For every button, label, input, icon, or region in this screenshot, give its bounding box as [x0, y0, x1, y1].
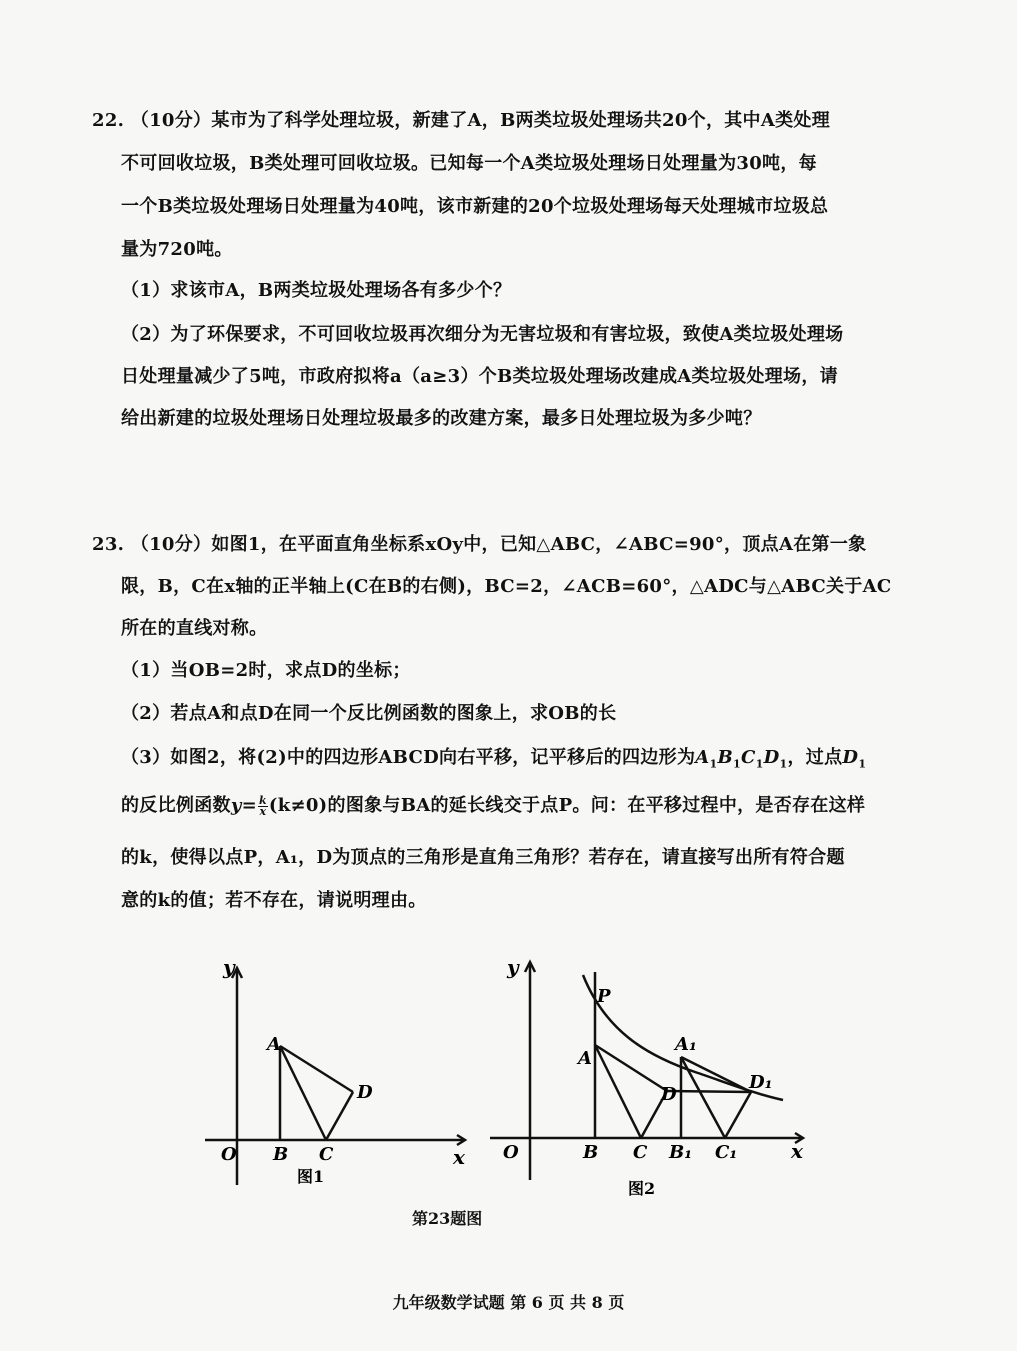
fig2-label-y: y	[507, 955, 519, 979]
q22-line-1: 22. （10分）某市为了科学处理垃圾，新建了A，B两类垃圾处理场共20个，其中A类处理	[92, 110, 831, 131]
q22-part-2-line-3: 给出新建的垃圾处理场日处理垃圾最多的改建方案，最多日处理垃圾为多少吨？	[121, 408, 762, 429]
fig2-label-c: C	[633, 1142, 648, 1163]
fig1-label-a: A	[267, 1034, 281, 1055]
fig1-label-b: B	[273, 1144, 289, 1165]
q23-line-1: 23. （10分）如图1，在平面直角坐标系xOy中，已知△ABC，∠ABC=90°，顶点A在第一象	[92, 534, 867, 555]
q22-part-1: （1）求该市A，B两类垃圾处理场各有多少个？	[121, 280, 512, 301]
sub-1b: 1	[733, 757, 741, 771]
fig2-label-p: P	[597, 986, 611, 1007]
q23-part-3-line-3: 的k，使得以点P，A₁，D为顶点的三角形是直角三角形？若存在，请直接写出所有符合题	[121, 847, 845, 868]
q22-line-4: 量为720吨。	[121, 239, 233, 260]
label-d1-b: D	[842, 747, 859, 768]
figure-2	[485, 950, 815, 1200]
q23-part-3-text-line2-a: 的反比例函数	[121, 795, 231, 816]
fig1-label-c: C	[319, 1144, 334, 1165]
q23-part-3-text-line2-b: 的图象与BA的延长线交于点P。问：在平移过程中，是否存在这样	[327, 795, 866, 816]
function-condition: (k≠0)	[268, 795, 328, 816]
page-footer: 九年级数学试题 第 6 页 共 8 页	[392, 1293, 625, 1312]
q23-part-2: （2）若点A和点D在同一个反比例函数的图象上，求OB的长	[121, 703, 617, 724]
fig2-segment-dd1	[667, 1091, 751, 1092]
figure-caption: 第23题图	[412, 1209, 483, 1228]
q22-line-3: 一个B类垃圾处理场日处理量为40吨，该市新建的20个垃圾处理场每天处理城市垃圾总	[121, 196, 829, 217]
label-c1: C	[741, 747, 756, 768]
fig2-label-c1: C₁	[715, 1142, 738, 1163]
sub-1a: 1	[709, 757, 718, 771]
fig2-label-d: D	[661, 1084, 677, 1105]
sub-1e: 1	[858, 757, 867, 771]
function-y: y=	[230, 795, 257, 816]
q23-line-2: 限，B，C在x轴的正半轴上(C在B的右侧)，BC=2，∠ACB=60°，△ADC与△ABC关于AC	[121, 576, 892, 597]
figure-1	[195, 950, 485, 1190]
label-d1: D	[763, 747, 780, 768]
fig2-segment-d1c1	[725, 1092, 751, 1138]
fraction-k-over-x	[258, 793, 268, 818]
fraction-denominator: x	[259, 804, 267, 818]
fraction-numerator: k	[258, 793, 267, 807]
fig2-caption: 图2	[628, 1179, 656, 1198]
fig1-segment-dc	[326, 1092, 353, 1140]
label-a1: A	[695, 747, 710, 768]
fig1-label-x: x	[453, 1145, 465, 1169]
q23-part-3-line-2	[121, 791, 865, 817]
fig2-label-o: O	[503, 1142, 519, 1163]
fig1-caption: 图1	[297, 1167, 325, 1186]
label-b1: B	[717, 747, 734, 768]
fig2-label-a: A	[578, 1048, 592, 1069]
fig2-label-d1: D₁	[749, 1072, 773, 1093]
fig2-label-b: B	[583, 1142, 599, 1163]
fig1-label-y: y	[223, 955, 235, 979]
q22-part-2-line-2: 日处理量减少了5吨，市政府拟将a（a≥3）个B类垃圾处理场改建成A类垃圾处理场，请	[121, 366, 838, 387]
fig2-label-b1: B₁	[669, 1142, 693, 1163]
q23-part-3-line-1	[121, 743, 866, 771]
fig1-label-o: O	[221, 1144, 237, 1165]
q23-part-3-text-a: （3）如图2，将(2)中的四边形ABCD向右平移，记平移后的四边形为	[121, 747, 696, 768]
q23-part-3-text-f: ，过点	[787, 747, 843, 768]
sub-1c: 1	[755, 757, 764, 771]
sub-1d: 1	[779, 757, 788, 771]
q23-line-3: 所在的直线对称。	[121, 618, 268, 639]
fig2-label-x: x	[791, 1139, 803, 1163]
q23-part-3-line-4: 意的k的值；若不存在，请说明理由。	[121, 890, 427, 911]
fig2-label-a1: A₁	[675, 1034, 697, 1055]
q22-part-2-line-1: （2）为了环保要求，不可回收垃圾再次细分为无害垃圾和有害垃圾，致使A类垃圾处理场	[121, 324, 844, 345]
fig1-label-d: D	[357, 1082, 373, 1103]
q22-line-2: 不可回收垃圾，B类处理可回收垃圾。已知每一个A类垃圾处理场日处理量为30吨，每	[121, 153, 817, 174]
q23-part-1: （1）当OB=2时，求点D的坐标；	[121, 660, 411, 681]
